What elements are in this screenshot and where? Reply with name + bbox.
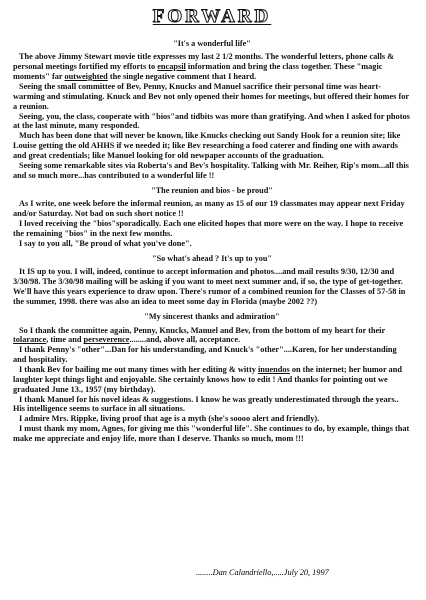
body-paragraph [13,199,411,219]
paragraph-text: Seeing, you, the class, cooperate with "bios"and tidbits was more than gratifying. And when I asked for photos at the last minute, many responded. [13,111,410,131]
paragraph-text: So I thank the committee again, Penny, Knucks, Manuel and Bev, from the bottom of my heart for their [19,325,385,335]
underlined-word: encapsil [157,62,186,72]
paragraph-text: I must thank my mom, Agnes, for giving me this "wonderful life". She continues to do, by example, things that make me appreciate and enjoy life, more than I deserve. Thanks so much, mom !!! [13,424,410,443]
document-body [13,39,411,444]
paragraph-text: I thank Manuel for his novel ideas & suggestions. I know he was greatly underestimated through the years.. His intelligence seems to surface in all situations. [13,394,399,414]
paragraph-text: I thank Bev for bailing me out many times with her editing & witty [19,364,258,374]
paragraph-text: Seeing the small committee of Bev, Penny, Knucks and Manuel sacrifice their personal time was heart-warming and stimulating. Knuck and Bev not only opened their homes for meetings, but offered their homes for a reunion. [13,81,409,111]
paragraph-text: on the internet; her humor and laughter kept things light and enjoyable. She certainly knows how to edit ! And thanks for pointing out we graduated June 13., 1957 (my birthday). [13,364,402,394]
underlined-word: tolarance [13,335,47,345]
underlined-word: inuendos [257,364,290,374]
body-paragraph [13,267,411,306]
body-paragraph [13,345,411,365]
body-paragraph [13,365,411,395]
paragraph-text: Much has been done that will never be known, like Knucks checking out Sandy Hook for a reunion site; like Louise getting the old AHHS if we needed it; like Bev researching a food caterer and finding one with awards and great credentials; like Manuel looking for old newpaper accounts of the graduation. [13,131,401,160]
paragraph-text: ........and, above all, acceptance. [129,335,241,345]
section-heading: "The reunion and bios - be proud" [151,185,273,195]
body-paragraph [13,239,411,249]
body-paragraph [13,414,411,424]
body-paragraph [13,395,411,415]
paragraph-text: It IS up to you. I will, indeed, continue to accept information and photos....and mail results 9/30, 12/30 and 3/30/98. The 3/30/98 mailing will be asking if you want to meet next summer and, if so, the type of get-together. We'll have this years experience to draw upon. There's rumor of a combined reunion for the Classes of 57-58 in the summer, 1998. there was also an idea to meet some day in Florida (maybe 2002 ??) [13,267,406,306]
body-paragraph [13,52,411,82]
paragraph-text: , time and [46,335,84,345]
underlined-word: outweighted [64,72,108,82]
paragraph-text: I loved receiving the "bios"sporadically. Each one elicited hopes that more were on the way. I hope to receive the remaining "bios" in the next few months. [13,219,404,238]
section-heading: "It's a wonderful life" [173,38,251,48]
paragraph-text: As I write, one week before the informal reunion, as many as 15 of our 19 classmates may appear next Friday and/or Saturday. Not bad on such short notice !! [13,199,405,219]
paragraph-text: I thank Penny's "other"...Dan for his understanding, and Knuck's "other"....Karen, for her understanding and hospitality. [13,345,397,365]
body-paragraph [13,131,411,161]
paragraph-text: the single negative comment that I heard. [107,72,257,82]
body-paragraph [13,82,411,112]
body-paragraph [13,112,411,132]
page-title: FORWARD [152,6,272,27]
paragraph-text: The above Jimmy Stewart movie title expresses my last 2 1/2 months. The wonderful letters, phone calls & personal meetings fortified my efforts to [13,52,395,72]
paragraph-text: I admire Mrs. Rippke, living proof that age is a myth (she's soooo alert and friendly). [19,414,320,424]
body-paragraph [13,424,411,444]
section-heading: "My sincerest thanks and admiration" [144,311,280,321]
body-paragraph [13,326,411,346]
signature-line: ........Dan Calandriello,.....July 20, 1997 [196,568,329,577]
paragraph-text: I say to you all, "Be proud of what you've done". [19,238,192,248]
paragraph-text: Seeing some remarkable sites via Roberta's and Bev's hospitality. Talking with Mr. Reiher, Rip's mom...all this and so much more...has contributed to a wonderful life !! [13,160,409,180]
underlined-word: perseverence [83,335,130,345]
body-paragraph [13,219,411,239]
section-heading: "So what's ahead ? It's up to you" [152,253,272,263]
paragraph-text: information and bring the class together. These "magic moments" far [13,62,383,82]
body-paragraph [13,161,411,181]
